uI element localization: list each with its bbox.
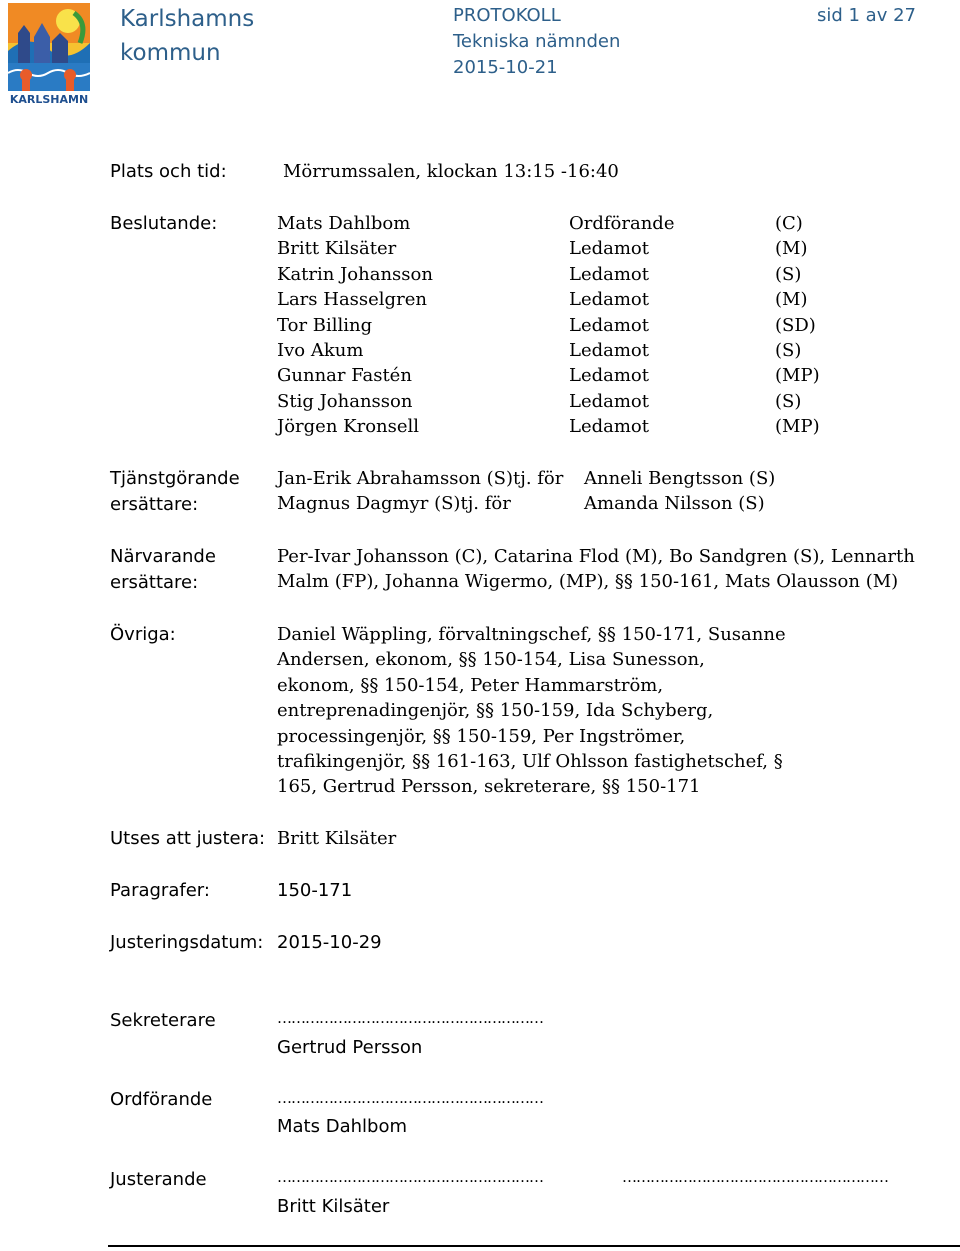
doc-type: PROTOKOLL bbox=[453, 5, 561, 26]
adjust-date-label: Justeringsdatum: bbox=[110, 932, 264, 953]
deciding-members bbox=[277, 211, 877, 440]
member-row: Lars Hasselgren Ledamot (M) bbox=[277, 289, 808, 311]
adjuster-signature-line: ………………………………………………… bbox=[277, 1168, 543, 1186]
org-name-line1: Karlshamns bbox=[120, 6, 255, 32]
secretary-name: Gertrud Persson bbox=[277, 1037, 423, 1058]
secretary-signature-line: ………………………………………………… bbox=[277, 1009, 543, 1027]
secretary-label: Sekreterare bbox=[110, 1010, 216, 1031]
others-text: Daniel Wäppling, förvaltningschef, §§ 150-171, Susanne Andersen, ekonom, §§ 150-154, Lisa Sunesson, ekonom, §§ 150-154, Peter Hammarström, entreprenadingenjör, §§ 150-159, Ida Schyberg, processingenjör, §§ 150-159, Per Ingströmer, trafikingenjör, §§ 161-163, Ulf Ohlsson fastighetschef, § 165, Gertrud Persson, sekreterare, §§ 150-171 bbox=[277, 624, 786, 798]
member-row: Stig Johansson Ledamot (S) bbox=[277, 390, 802, 412]
committee-name: Tekniska nämnden bbox=[453, 31, 621, 52]
second-adjuster-signature-line: ………………………………………………… bbox=[622, 1168, 888, 1186]
adjuster-sign-label: Justerande bbox=[110, 1169, 207, 1190]
serving-substitutes-label: Tjänstgörande ersättare: bbox=[110, 468, 240, 515]
footer-rule bbox=[108, 1245, 960, 1247]
substitute-row: Magnus Dagmyr (S)tj. för Amanda Nilsson (S) bbox=[277, 493, 765, 515]
meeting-date: 2015-10-21 bbox=[453, 57, 558, 78]
karlshamn-logo bbox=[8, 3, 90, 107]
member-row: Gunnar Fastén Ledamot (MP) bbox=[277, 365, 820, 387]
member-row: Mats Dahlbom Ordförande (C) bbox=[277, 213, 803, 234]
adjuster-label: Utses att justera: bbox=[110, 828, 266, 849]
member-row: Tor Billing Ledamot (SD) bbox=[277, 314, 816, 336]
org-name-line2: kommun bbox=[120, 40, 221, 66]
member-row: Katrin Johansson Ledamot (S) bbox=[277, 263, 802, 285]
paragraphs-value: 150-171 bbox=[277, 880, 353, 901]
substitute-row: Jan-Erik Abrahamsson (S)tj. för Anneli Bengtsson (S) bbox=[277, 468, 776, 489]
member-row: Britt Kilsäter Ledamot (M) bbox=[277, 238, 808, 260]
others-label: Övriga: bbox=[110, 624, 176, 645]
present-substitutes-text: Per-Ivar Johansson (C), Catarina Flod (M), Bo Sandgren (S), Lennarth Malm (FP), Johanna Wigermo, (MP), §§ 150-161, Mats Olausson (M) bbox=[277, 546, 915, 593]
logo-text: KARLSHAMN bbox=[9, 93, 89, 106]
page-indicator: sid 1 av 27 bbox=[816, 5, 916, 26]
member-row: Jörgen Kronsell Ledamot (MP) bbox=[277, 416, 820, 438]
adjust-date-value: 2015-10-29 bbox=[277, 932, 382, 953]
serving-substitutes-list bbox=[277, 466, 837, 517]
chair-label: Ordförande bbox=[110, 1089, 213, 1110]
present-substitutes-label: Närvarande ersättare: bbox=[110, 546, 216, 593]
adjuster-value: Britt Kilsäter bbox=[277, 828, 397, 849]
chair-signature-line: ………………………………………………… bbox=[277, 1089, 543, 1107]
chair-name: Mats Dahlbom bbox=[277, 1116, 407, 1137]
place-time-label: Plats och tid: bbox=[110, 161, 227, 182]
adjuster-sign-name: Britt Kilsäter bbox=[277, 1196, 390, 1217]
deciding-label: Beslutande: bbox=[110, 213, 218, 234]
paragraphs-label: Paragrafer: bbox=[110, 880, 210, 901]
place-time-value: Mörrumssalen, klockan 13:15 -16:40 bbox=[283, 161, 619, 182]
member-row: Ivo Akum Ledamot (S) bbox=[277, 339, 802, 361]
